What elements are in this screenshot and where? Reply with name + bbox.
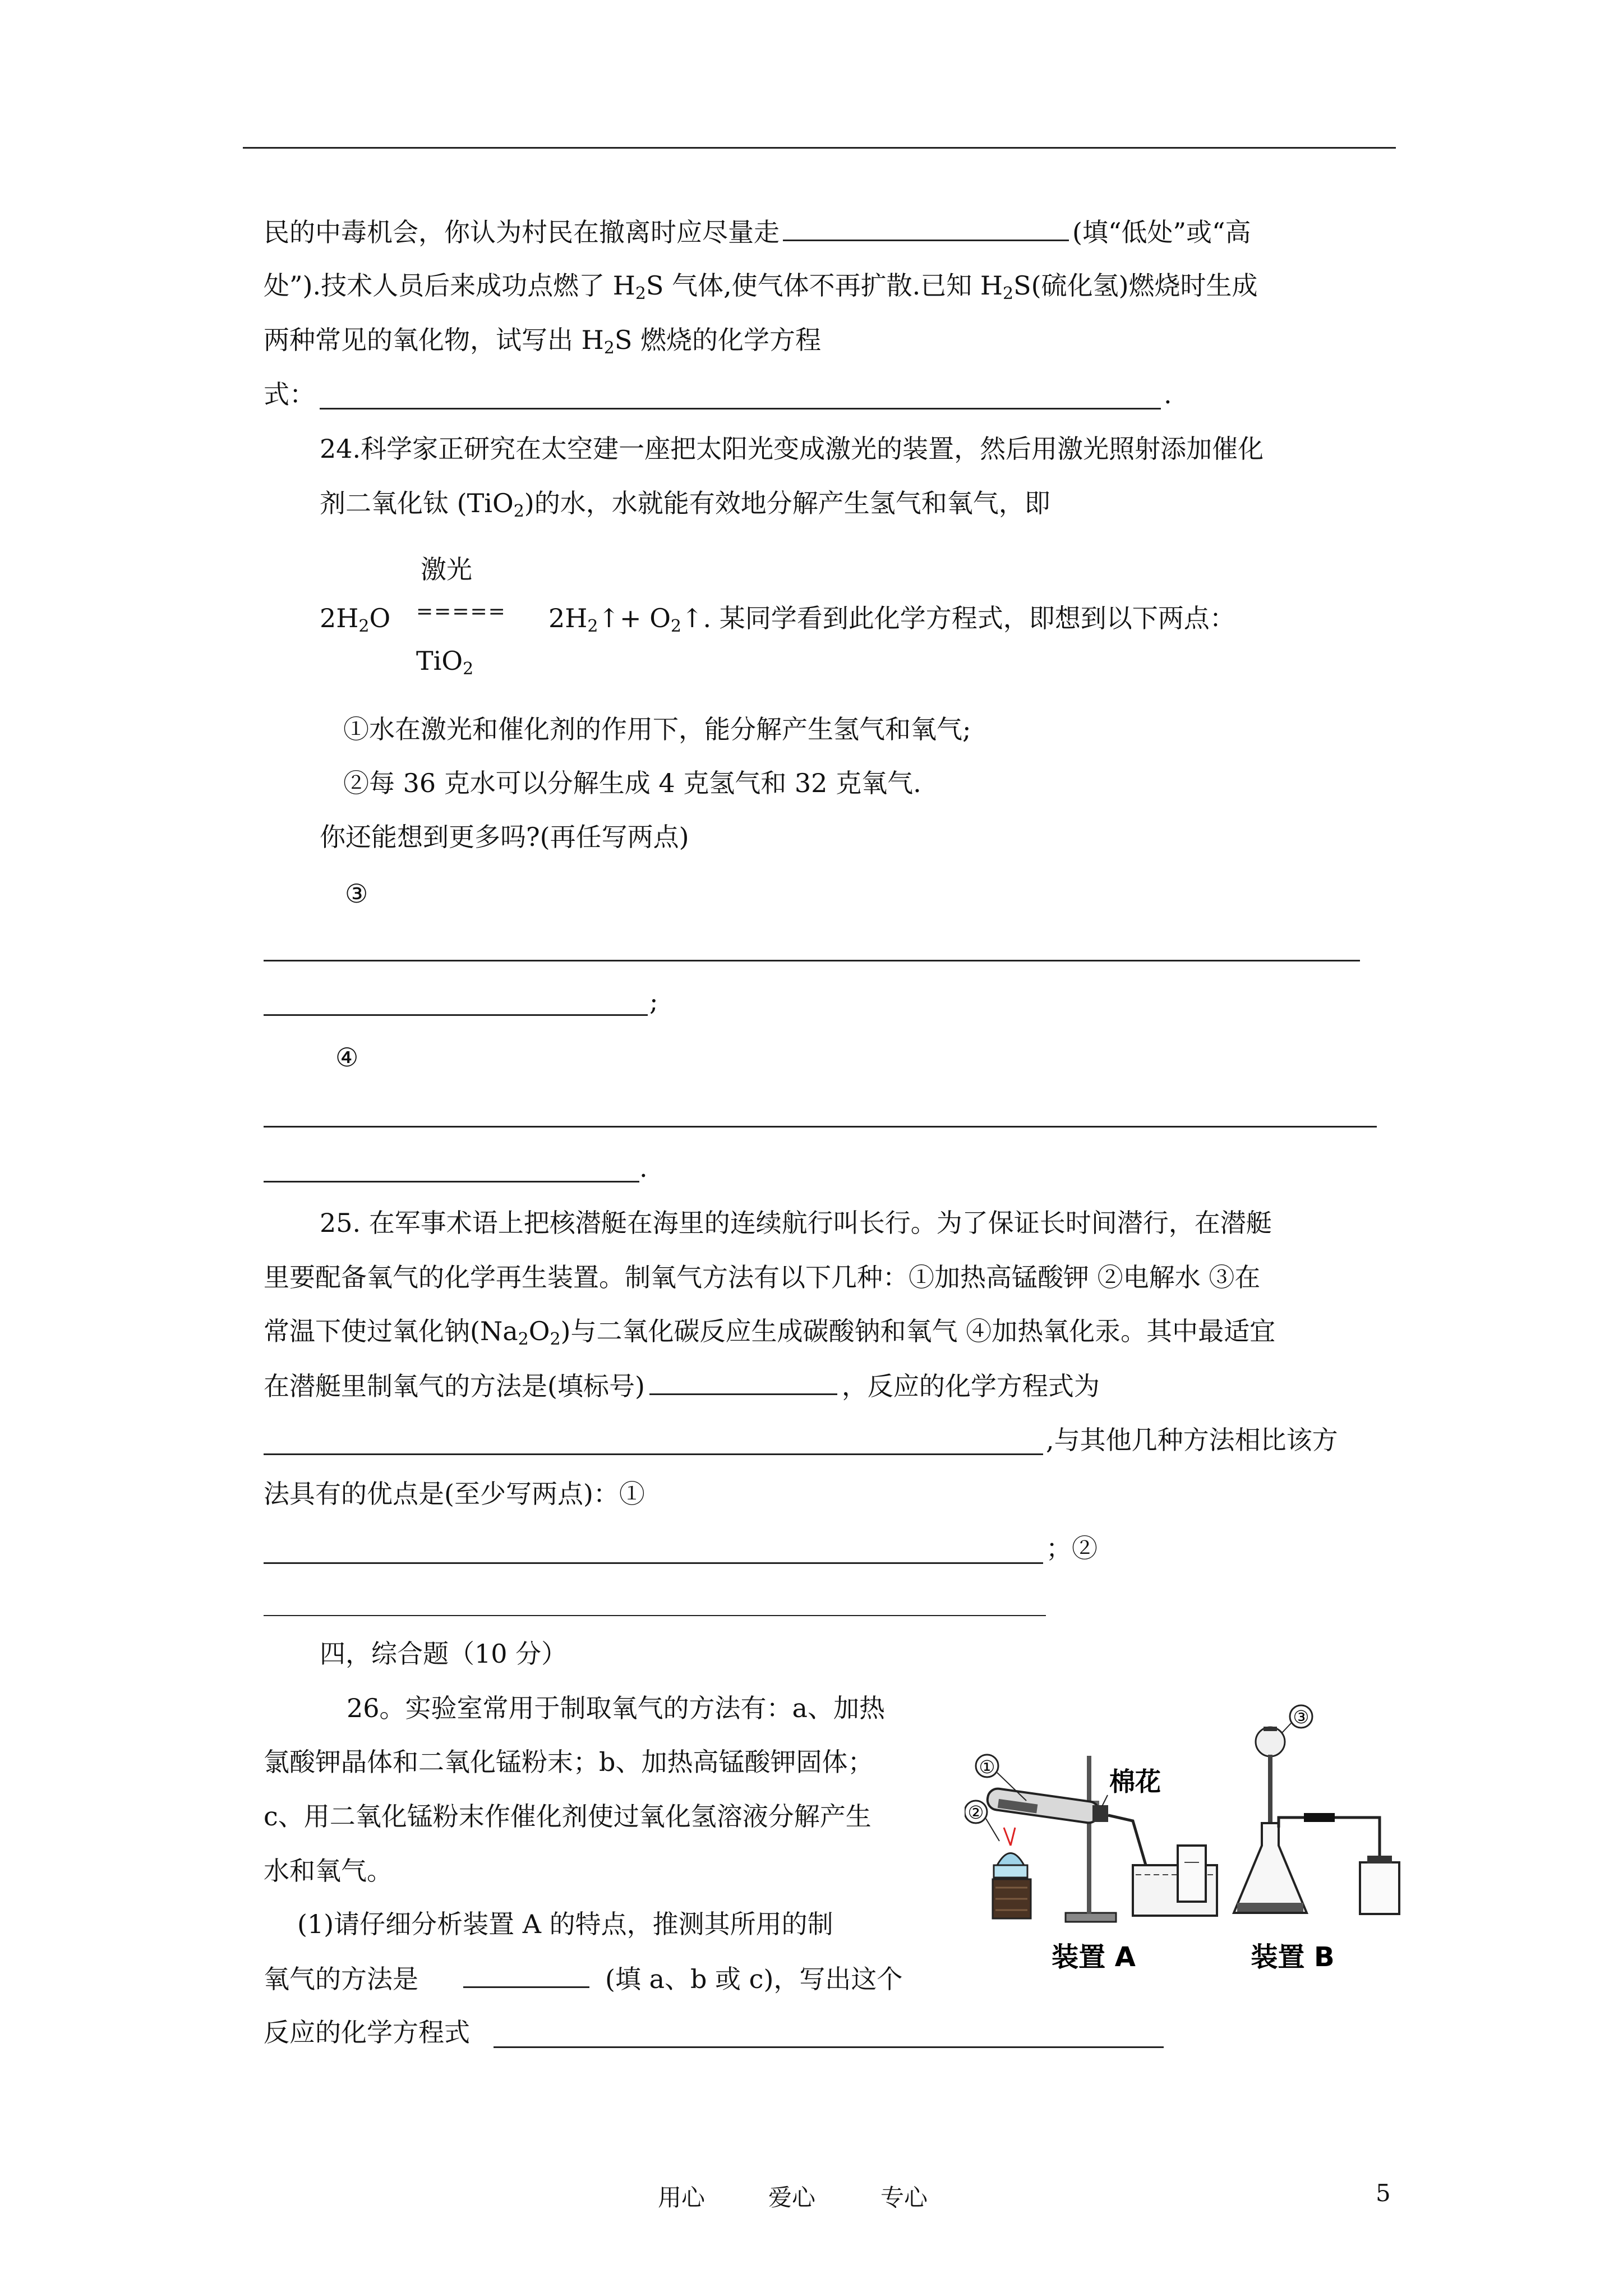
q23-period: . [1164,379,1172,409]
q23-line-4: 式： [264,379,315,409]
device-b-label: 装置 B [1251,1941,1335,1973]
eq-left: $2H_2O$ [320,603,391,636]
blank-advantage-1[interactable] [264,1562,1043,1564]
blank-point-3-line-1[interactable] [264,960,1360,961]
cotton-plug [1092,1805,1108,1822]
footer-motto-2: 爱心 [768,2184,816,2211]
apparatus-figure [965,1694,1402,1997]
eq-condition-top: 激光 [421,554,472,585]
stand-base [1066,1913,1116,1922]
blank-advantage-2[interactable] [264,1615,1046,1616]
q24-line-1: 24.科学家正研究在太空建一座把太阳光变成激光的装置，然后用激光照射添加催化 [320,434,1264,464]
blank-q26-equation[interactable] [494,2046,1164,2048]
collecting-bottle [1360,1862,1399,1914]
q23-line-2: 处”).技术人员后来成功点燃了 $H_2S$ 气体,使气体不再扩散.已知 $H_2S$(硫化氢)燃烧时生成 [264,270,1258,303]
q26-sub1-line-2: 氧气的方法是 (填 a、b 或 c)，写出这个 [264,1962,902,1996]
q25-line-3: 常温下使过氧化钠$(Na_2O_2)$与二氧化碳反应生成碳酸钠和氧气 ④加热氧化汞。其中最适宜 [264,1316,1276,1349]
gas-jar [1178,1846,1206,1902]
q24-point-2: ②每 36 克水可以分解生成 4 克氢气和 32 克氧气. [343,768,921,798]
blank-point-4-line-2[interactable] [264,1181,639,1182]
blank-method-number[interactable] [649,1369,837,1395]
footer-motto-1: 用心 [658,2184,706,2211]
callout-2-label: ② [967,1802,984,1823]
q24-mark-4: ④ [335,1042,359,1073]
q26-sub1-line-3: 反应的化学方程式 [264,2017,470,2047]
header-rule [243,147,1396,149]
q26-sub1-line-1: (1)请仔细分析装置 A 的特点，推测其所用的制 [297,1909,833,1939]
page-number: 5 [1376,2179,1391,2207]
section-4-title: 四，综合题（10 分） [320,1639,568,1669]
q25-line-1: 25. 在军事术语上把核潜艇在海里的连续航行叫长行。为了保证长时间潜行，在潜艇 [320,1208,1272,1238]
q23-line-3: 两种常见的氧化物，试写出 $H_2S$ 燃烧的化学方程 [264,325,821,358]
separating-funnel [1256,1727,1285,1828]
eq-right: $2H_2↑+$ $O_2↑$. 某同学看到此化学方程式，即想到以下两点： [548,603,1235,636]
blank-q25-equation[interactable] [264,1453,1043,1455]
stand-rod [1087,1756,1091,1914]
q24-prompt: 你还能想到更多吗?(再任写两点) [320,822,689,852]
q25-line-2: 里要配备氧气的化学再生装置。制氧气方法有以下几种：①加热高锰酸钾 ②电解水 ③在 [264,1262,1261,1292]
q24-line-2: 剂二氧化钛 (TiO$_2$)的水，水就能有效地分解产生氢气和氧气，即 [320,488,1050,521]
blank-low-high[interactable] [783,215,1069,241]
blank-h2s-equation[interactable] [320,408,1161,409]
conical-flask [1234,1823,1307,1913]
callout-1-label: ① [979,1756,995,1778]
q25-line-5: ,与其他几种方法相比该方 [1046,1425,1338,1455]
cotton-label: 棉花 [1109,1766,1161,1797]
q24-period: . [639,1153,648,1183]
q26-line-1: 26。实验室常用于制取氧气的方法有：a、加热 [347,1693,885,1723]
q23-line-1: 民的中毒机会，你认为村民在撤离时应尽量走 (填“低处”或“高 [264,215,1251,249]
q24-point-1: ①水在激光和催化剂的作用下，能分解产生氢气和氧气; [343,714,971,744]
eq-condition-bottom: TiO$_2$ [416,646,474,679]
q26-line-3: c、用二氧化锰粉末作催化剂使过氧化氢溶液分解产生 [264,1801,872,1832]
blank-point-4-line-1[interactable] [264,1126,1377,1128]
eq-equals: ===== [416,600,506,623]
q24-semicolon: ; [649,986,658,1016]
q24-mark-3: ③ [345,878,368,909]
device-a-label: 装置 A [1052,1941,1136,1973]
test-tube [986,1787,1100,1824]
q25-line-7: ；② [1046,1533,1098,1563]
alcohol-lamp [994,1828,1027,1878]
q26-line-4: 水和氧气。 [264,1856,393,1886]
q26-line-2: 氯酸钾晶体和二氧化锰粉末；b、加热高锰酸钾固体； [264,1747,874,1777]
q25-line-6: 法具有的优点是(至少写两点)：① [264,1479,645,1509]
callout-3-label: ③ [1293,1706,1310,1728]
q25-line-4: 在潜艇里制氧气的方法是(填标号) ，反应的化学方程式为 [264,1369,1100,1403]
footer-motto-3: 专心 [880,2184,928,2211]
blank-point-3-line-2[interactable] [264,1014,648,1016]
blank-method-abc[interactable] [463,1962,589,1988]
